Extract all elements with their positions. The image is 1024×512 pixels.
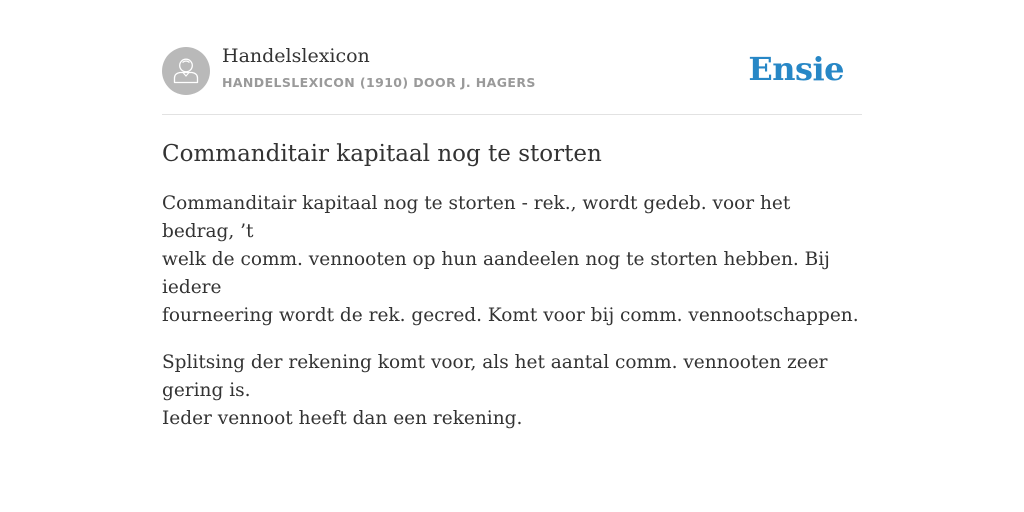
paragraph-line: Commanditair kapitaal nog te storten - rek., wordt gedeb. voor het bedrag, ’t [162,193,791,242]
user-icon [162,47,210,95]
paragraph-line: fourneering wordt de rek. gecred. Komt voor bij comm. vennootschappen. [162,305,859,326]
source-header [162,0,862,115]
paragraph-line: Splitsing der rekening komt voor, als het aantal comm. vennooten zeer gering is. [162,352,828,401]
article-title: Commanditair kapitaal nog te storten [162,141,602,167]
brand-logo[interactable]: Ensie [748,50,844,88]
paragraph-line: Ieder vennoot heeft dan een rekening. [162,408,523,429]
article-paragraph [162,349,862,433]
source-name[interactable]: Handelslexicon [222,45,370,67]
paragraph-line: welk de comm. vennooten op hun aandeelen nog te storten hebben. Bij iedere [162,249,830,298]
source-avatar[interactable] [162,47,210,95]
source-subtitle: HANDELSLEXICON (1910) DOOR J. HAGERS [222,75,536,90]
article-paragraph [162,190,862,330]
article-page [162,0,862,433]
